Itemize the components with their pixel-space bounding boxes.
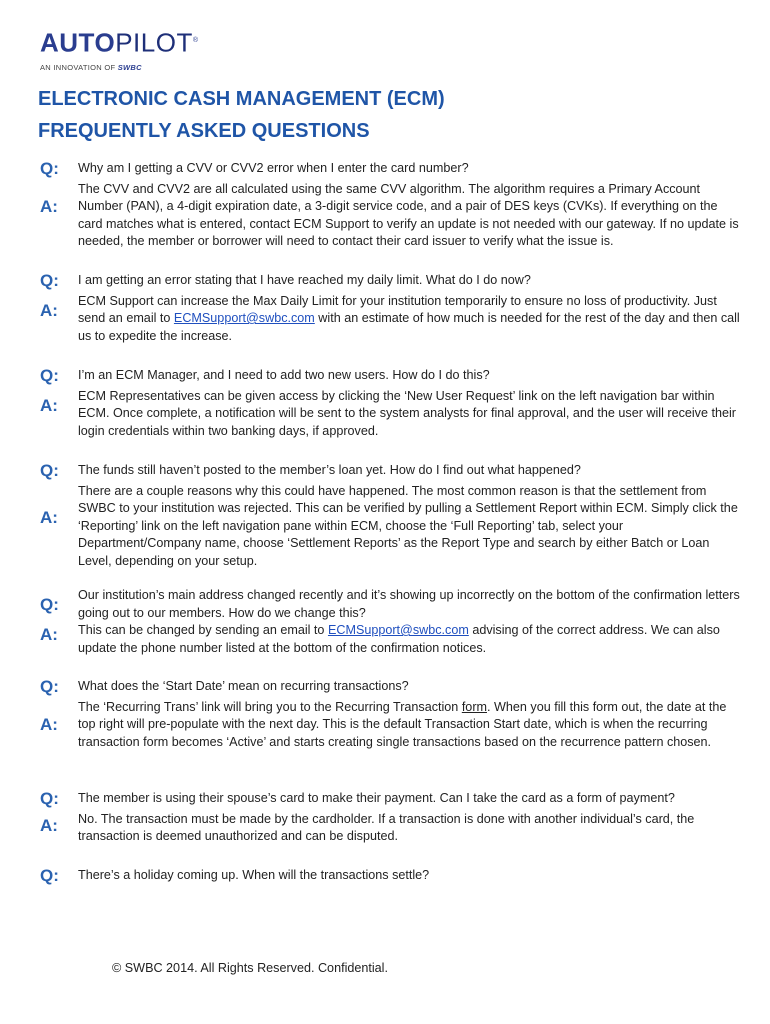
q-label: Q:: [40, 159, 59, 178]
ecm-support-email-link[interactable]: ECMSupport@swbc.com: [327, 623, 469, 637]
question-2: I am getting an error stating that I have reached my daily limit. What do I do now?: [78, 273, 531, 287]
logo-wordmark: AUTOPILOT®: [40, 27, 199, 58]
faq-item-4: [40, 462, 740, 570]
logo-tagline: AN INNOVATION OF SWBC: [40, 62, 142, 72]
answer-6: The ‘Recurring Trans’ link will bring you to the Recurring Transaction form. When you fill this form out, the date at the top right will pre-populate with the next day. This is the default Transaction Start date, which is when the recurring transaction form becomes ‘Active’ and starts creating single transactions based on the recurrence pattern chosen.: [78, 699, 727, 749]
a-label: A:: [40, 395, 58, 415]
question-3: I’m an ECM Manager, and I need to add two new users. How do I do this?: [78, 368, 490, 382]
q-label: Q:: [40, 789, 59, 808]
question-4: The funds still haven’t posted to the member’s loan yet. How do I find out what happened?: [78, 463, 581, 477]
a-label: A:: [40, 815, 58, 835]
a-label: A:: [40, 625, 58, 644]
q-label: Q:: [40, 595, 59, 614]
question-5: Our institution’s main address changed recently and it’s showing up incorrectly on the bottom of the confirmation letters going out to our members. How do we change this?: [78, 588, 740, 620]
a-label: A:: [40, 714, 58, 734]
recurring-form-link[interactable]: form: [461, 699, 487, 714]
answer-3: ECM Representatives can be given access by clicking the ‘New User Request’ link on the left navigation bar within ECM. Once complete, a notification will be sent to the system analysts for final approval, and the user will receive their login credentials within two banking days, if approved.: [78, 388, 736, 438]
question-7: The member is using their spouse’s card to make their payment. Can I take the card as a form of payment?: [78, 791, 675, 805]
q-label: Q:: [40, 677, 59, 696]
answer-1: The CVV and CVV2 are all calculated using the same CVV algorithm. The algorithm requires a Primary Account Number (PAN), a 4-digit expiration date, a 3-digit service code, and a pair of DES keys (CVKs). If everything on the card matches what is entered, contact ECM Support to verify an update is not needed with our gateway. If no update is needed, the member or borrower will need to contact their card issuer to verify what the issue is.: [78, 181, 739, 248]
faq-item-8: [40, 867, 740, 885]
a-label: A:: [40, 196, 58, 216]
faq-item-5: [40, 587, 740, 657]
faq-item-3: [40, 367, 740, 440]
q-label: Q:: [40, 866, 59, 885]
copyright-footer: © SWBC 2014. All Rights Reserved. Confidential.: [112, 961, 388, 975]
title-line-2: FREQUENTLY ASKED QUESTIONS: [38, 120, 370, 142]
answer-5: This can be changed by sending an email to ECMSupport@swbc.com advising of the correct address. We can also update the phone number listed at the bottom of the confirmation notices.: [78, 623, 720, 655]
faq-item-6: [40, 678, 740, 751]
faq-item-1: [40, 160, 740, 251]
ecm-support-email-link[interactable]: ECMSupport@swbc.com: [173, 311, 315, 325]
a-label: A:: [40, 300, 58, 320]
q-label: Q:: [40, 461, 59, 480]
question-1: Why am I getting a CVV or CVV2 error when I enter the card number?: [78, 161, 469, 175]
page-title: [38, 83, 738, 147]
q-label: Q:: [40, 271, 59, 290]
faq-item-2: [40, 272, 740, 345]
q-label: Q:: [40, 366, 59, 385]
answer-7: No. The transaction must be made by the cardholder. If a transaction is done with another individual’s card, the transaction is deemed unauthorized and can be disputed.: [78, 811, 695, 843]
faq-item-7: [40, 790, 740, 846]
question-8: There’s a holiday coming up. When will the transactions settle?: [78, 868, 430, 882]
answer-2: ECM Support can increase the Max Daily Limit for your institution temporarily to ensure no loss of productivity. Just send an email to ECMSupport@swbc.com with an estimate of how much is needed for the rest of the day and then call us to expedite the increase.: [78, 293, 740, 343]
title-line-1: ELECTRONIC CASH MANAGEMENT (ECM): [38, 88, 445, 110]
answer-4: There are a couple reasons why this could have happened. The most common reason is that the settlement from SWBC to your institution was rejected. This can be verified by pulling a Settlement Report within ECM. Simply click the ‘Reporting’ link on the left navigation pane within ECM, choose the ‘Full Reporting’ tab, select your Department/Company name, choose ‘Settlement Reports’ as the Report Type and search by either Batch or Loan Level, depending on your setup.: [78, 483, 738, 568]
autopilot-logo: [40, 26, 240, 78]
a-label: A:: [40, 507, 58, 527]
question-6: What does the ‘Start Date’ mean on recurring transactions?: [78, 679, 409, 693]
